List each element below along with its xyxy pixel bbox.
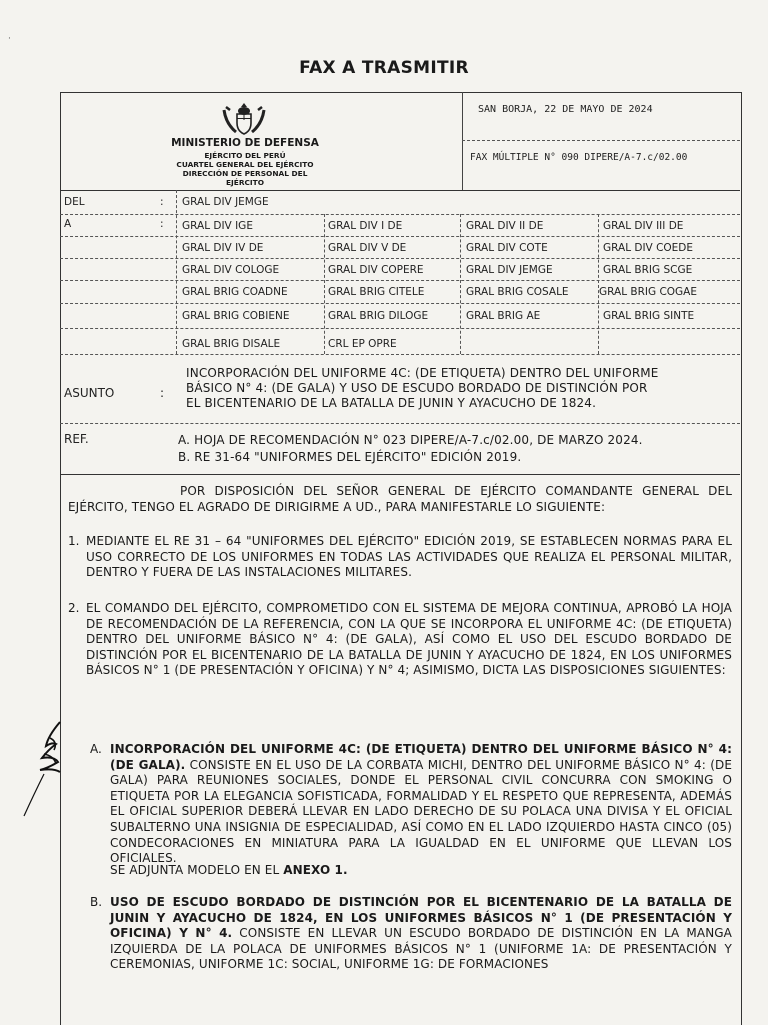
row-rule [60,280,740,281]
subparagraph-b [110,895,732,973]
scan-mark: · [8,34,11,44]
subparagraph-a [110,742,732,867]
row-rule [60,214,740,215]
subparagraph-letter: A. [90,742,102,756]
recipient-cell: GRAL DIV I DE [328,220,403,232]
asunto-text [186,366,726,412]
recipient-cell: GRAL DIV IGE [182,220,253,232]
fax-number: FAX MÚLTIPLE N° 090 DIPERE/A-7.c/02.00 [470,152,688,163]
from-recipient: GRAL DIV JEMGE [182,196,269,208]
subparagraph-a-text: CONSISTE EN EL USO DE LA CORBATA MICHI, DENTRO DEL UNIFORME BÁSICO N° 4: (DE GALA) PARA REUNIONES SOCIALES, DONDE EL PERSONAL CIVIL CONCURRA CON SMOKING O ETIQUETA POR LA ELEGANCIA SOFISTICADA, FORMALIDAD Y EL RESPETO QUE REPRESENTA, ADEMÁS EL OFICIAL SUPERIOR DEBERÁ LLEVAR EN LADO DERECHO DE SU POLACA UNA DIVISA Y EL OFICIAL SUBALTERNO UNA INSIGNIA DE ESPECIALIDAD, ASÍ COMO EN EL LADO IZQUIERDO HASTA CINCO (05) CONDECORACIONES EN MINIATURA PARA LA IGUALDAD EN EL UNIFORME QUE LLEVAN LOS OFICIALES. [110,757,732,866]
recipient-cell: GRAL BRIG COSALE [466,286,569,298]
paragraph-number: 2. [68,601,80,615]
col-rule [460,214,461,354]
recipient-cell: GRAL DIV V DE [328,242,407,254]
recipient-cell: GRAL DIV JEMGE [466,264,553,276]
ref-label: REF. [64,432,89,446]
recipient-cell: GRAL DIV COLOGE [182,264,280,276]
ref-item: B. RE 31-64 "UNIFORMES DEL EJÉRCITO" EDICIÓN 2019. [178,449,522,464]
recipient-cell: GRAL DIV II DE [466,220,544,232]
a-colon: : [160,218,164,230]
asunto-colon: : [160,386,165,400]
recipient-cell: GRAL BRIG COADNE [182,286,288,298]
header-divider [462,92,463,190]
recipient-cell: GRAL BRIG COBIENE [182,310,290,322]
header-bottom-rule [60,190,740,191]
recipient-cell: GRAL DIV IV DE [182,242,264,254]
recipient-cell: GRAL DIV III DE [603,220,684,232]
subparagraph-b-text: CONSISTE EN LLEVAR UN ESCUDO BORDADO DE DISTINCIÓN EN LA MANGA IZQUIERDA DE LA POLACA DE UNIFORMES BÁSICOS N° 1 (UNIFORME 1A: DE PRESENTACIÓN Y CEREMONIAS, UNIFORME 1C: SOCIAL, UNIFORME 1G: DE FORMACIONES [110,926,732,972]
recipient-cell: GRAL BRIG COGAE [599,286,697,298]
ministry-sub-2: CUARTEL GENERAL DEL EJÉRCITO [176,159,314,169]
handwritten-initials [20,718,76,818]
recipient-cell: GRAL DIV COPERE [328,264,424,276]
ref-list [178,432,738,465]
ministry-sub-3: DIRECCIÓN DE PERSONAL DEL EJÉRCITO [182,168,308,187]
row-rule [60,423,740,424]
row-rule [60,258,740,259]
row-rule [60,303,740,304]
ref-item: A. HOJA DE RECOMENDACIÓN N° 023 DIPERE/A-7.c/02.00, DE MARZO 2024. [178,433,643,447]
ministry-block [170,138,320,187]
row-rule [60,354,740,355]
subparagraph-letter: B. [90,895,103,909]
recipient-cell: GRAL BRIG SCGE [603,264,693,276]
ministry-name: MINISTERIO DE DEFENSA [171,137,319,149]
ref-bottom-rule [60,474,740,475]
de-colon: : [160,196,164,208]
a-label: A [64,218,72,230]
annex-reference [110,863,732,879]
coat-of-arms-seal [220,100,268,138]
asunto-line: EL BICENTENARIO DE LA BATALLA DE JUNIN Y AYACUCHO DE 1824. [186,396,597,411]
subparagraph-b-heading: USO DE ESCUDO BORDADO DE DISTINCIÓN POR EL BICENTENARIO DE LA BATALLA DE JUNIN Y AYACUCHO DE 1824, EN LOS UNIFORMES BÁSICOS N° 1 (DE PRESENTACIÓN Y OFICINA) Y N° 4. [110,895,732,941]
recipient-cell: CRL EP OPRE [328,338,397,350]
col-rule [324,214,325,354]
recipient-cell: GRAL BRIG AE [466,310,541,322]
recipient-cell: GRAL BRIG DISALE [182,338,281,350]
annex-label: ANEXO 1. [283,863,348,877]
paragraph-1: MEDIANTE EL RE 31 – 64 "UNIFORMES DEL EJÉRCITO" EDICIÓN 2019, SE ESTABLECEN NORMAS PARA EL USO CORRECTO DE LOS UNIFORMES EN TODAS LAS ACTIVIDADES QUE REALIZA EL PERSONAL MILITAR, DENTRO Y FUERA DE LAS INSTALACIONES MILITARES. [86,534,732,580]
col-rule [176,190,177,354]
asunto-label: ASUNTO [64,386,115,400]
recipient-cell: GRAL BRIG SINTE [603,310,695,322]
paragraph-2: EL COMANDO DEL EJÉRCITO, COMPROMETIDO CON EL SISTEMA DE MEJORA CONTINUA, APROBÓ LA HOJA DE RECOMENDACIÓN DE LA REFERENCIA, CON LA QUE SE INCORPORA EL UNIFORME 4C: (DE ETIQUETA) DENTRO DEL UNIFORME BÁSICO N° 4: (DE GALA), ASÍ COMO EL USO DEL ESCUDO BORDADO DE DISTINCIÓN POR EL BICENTENARIO DE LA BATALLA DE JUNIN Y AYACUCHO DE 1824, EN LOS UNIFORMES BÁSICOS N° 1 (DE PRESENTACIÓN Y OFICINA) Y N° 4; ASIMISMO, DICTA LAS DISPOSICIONES SIGUIENTES: [86,601,732,678]
recipient-cell: GRAL DIV COEDE [603,242,694,254]
annex-prefix: SE ADJUNTA MODELO EN EL [110,863,284,877]
row-rule [60,328,740,329]
page-title: FAX A TRASMITIR [299,58,469,78]
asunto-line: INCORPORACIÓN DEL UNIFORME 4C: (DE ETIQUETA) DENTRO DEL UNIFORME [186,366,659,380]
fax-date: SAN BORJA, 22 DE MAYO DE 2024 [478,104,653,115]
de-label: DEL [64,196,85,208]
col-rule [598,214,599,354]
recipient-cell: GRAL BRIG DILOGE [328,310,429,322]
paragraph-number: 1. [68,534,80,548]
intro-paragraph: POR DISPOSICIÓN DEL SEÑOR GENERAL DE EJÉRCITO COMANDANTE GENERAL DEL EJÉRCITO, TENGO EL AGRADO DE DIRIGIRME A UD., PARA MANIFESTARLE LO SIGUIENTE: [68,484,732,514]
row-rule [60,236,740,237]
subparagraph-a-heading: INCORPORACIÓN DEL UNIFORME 4C: (DE ETIQUETA) DENTRO DEL UNIFORME BÁSICO N° 4: (DE GALA). [110,742,732,772]
recipient-cell: GRAL BRIG CITELE [328,286,425,298]
ministry-sub-1: EJÉRCITO DEL PERÚ [204,150,286,160]
recipient-cell: GRAL DIV COTE [466,242,548,254]
header-date-divider [462,140,740,141]
asunto-line: BÁSICO N° 4: (DE GALA) Y USO DE ESCUDO BORDADO DE DISTINCIÓN POR [186,381,648,396]
